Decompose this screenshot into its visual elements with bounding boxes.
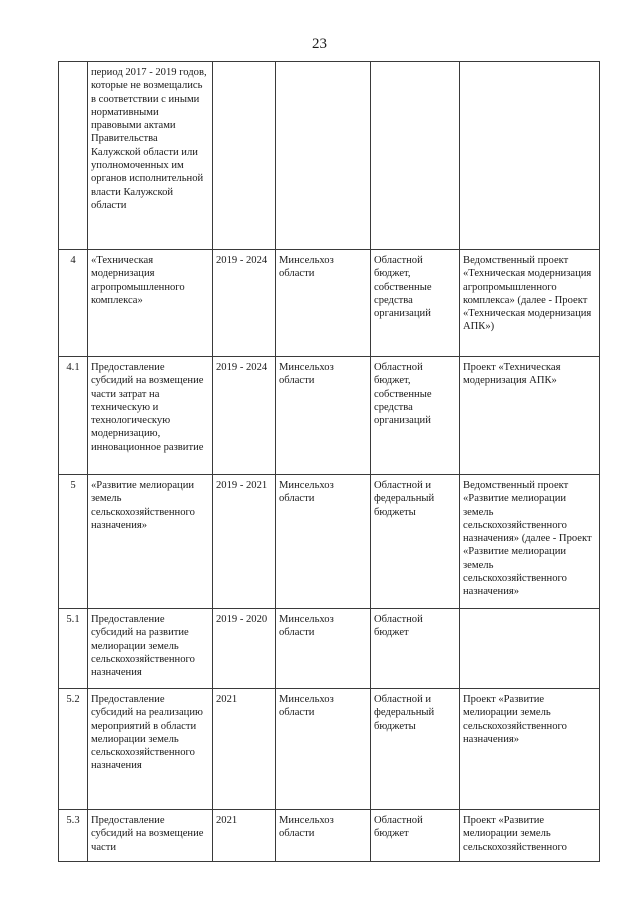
- row-number: 5.1: [59, 609, 88, 689]
- executor: Минсельхоз области: [276, 609, 371, 689]
- period: [213, 62, 276, 250]
- table-row: [59, 357, 600, 475]
- funding-source: Областной бюджет, собственные средства организаций: [371, 250, 460, 357]
- measure-name: «Техническая модернизация агропромышленного комплекса»: [88, 250, 213, 357]
- related-project: [460, 62, 600, 250]
- measure-name: «Развитие мелиорации земель сельскохозяйственного назначения»: [88, 475, 213, 609]
- measure-name: Предоставление субсидий на возмещение части: [88, 810, 213, 862]
- table-row: [59, 810, 600, 862]
- table-row: [59, 689, 600, 810]
- row-number: 5: [59, 475, 88, 609]
- measure-name: Предоставление субсидий на развитие мелиорации земель сельскохозяйственного назначения: [88, 609, 213, 689]
- funding-source: [371, 62, 460, 250]
- period: 2019 - 2021: [213, 475, 276, 609]
- period: 2021: [213, 689, 276, 810]
- period: 2019 - 2024: [213, 357, 276, 475]
- funding-source: Областной и федеральный бюджеты: [371, 689, 460, 810]
- period: 2019 - 2020: [213, 609, 276, 689]
- period: 2021: [213, 810, 276, 862]
- executor: Минсельхоз области: [276, 689, 371, 810]
- row-number: 5.2: [59, 689, 88, 810]
- period: 2019 - 2024: [213, 250, 276, 357]
- table-row: [59, 609, 600, 689]
- related-project: Ведомственный проект «Техническая модернизация агропромышленного комплекса» (далее - Проект «Техническая модернизация АПК»): [460, 250, 600, 357]
- related-project: Проект «Развитие мелиорации земель сельскохозяйственного назначения»: [460, 689, 600, 810]
- executor: [276, 62, 371, 250]
- funding-source: Областной и федеральный бюджеты: [371, 475, 460, 609]
- measures-table: [58, 61, 600, 862]
- table-row: [59, 250, 600, 357]
- executor: Минсельхоз области: [276, 250, 371, 357]
- related-project: [460, 609, 600, 689]
- executor: Минсельхоз области: [276, 475, 371, 609]
- table-row: [59, 62, 600, 250]
- related-project: Проект «Развитие мелиорации земель сельскохозяйственного: [460, 810, 600, 862]
- table-row: [59, 475, 600, 609]
- executor: Минсельхоз области: [276, 810, 371, 862]
- row-number: [59, 62, 88, 250]
- row-number: 4.1: [59, 357, 88, 475]
- row-number: 5.3: [59, 810, 88, 862]
- funding-source: Областной бюджет: [371, 609, 460, 689]
- related-project: Проект «Техническая модернизация АПК»: [460, 357, 600, 475]
- measure-name: период 2017 - 2019 годов, которые не возмещались в соответствии с иными нормативными правовыми актами Правительства Калужской области или уполномоченных им органов исполнительной власти Калужской области: [88, 62, 213, 250]
- funding-source: Областной бюджет, собственные средства организаций: [371, 357, 460, 475]
- row-number: 4: [59, 250, 88, 357]
- funding-source: Областной бюджет: [371, 810, 460, 862]
- measure-name: Предоставление субсидий на возмещение части затрат на техническую и технологическую модернизацию, инновационное развитие: [88, 357, 213, 475]
- related-project: Ведомственный проект «Развитие мелиорации земель сельскохозяйственного назначения» (далее - Проект «Развитие мелиорации земель сельскохозяйственного назначения»: [460, 475, 600, 609]
- page-number: 23: [312, 36, 327, 52]
- executor: Минсельхоз области: [276, 357, 371, 475]
- measure-name: Предоставление субсидий на реализацию мероприятий в области мелиорации земель сельскохозяйственного назначения: [88, 689, 213, 810]
